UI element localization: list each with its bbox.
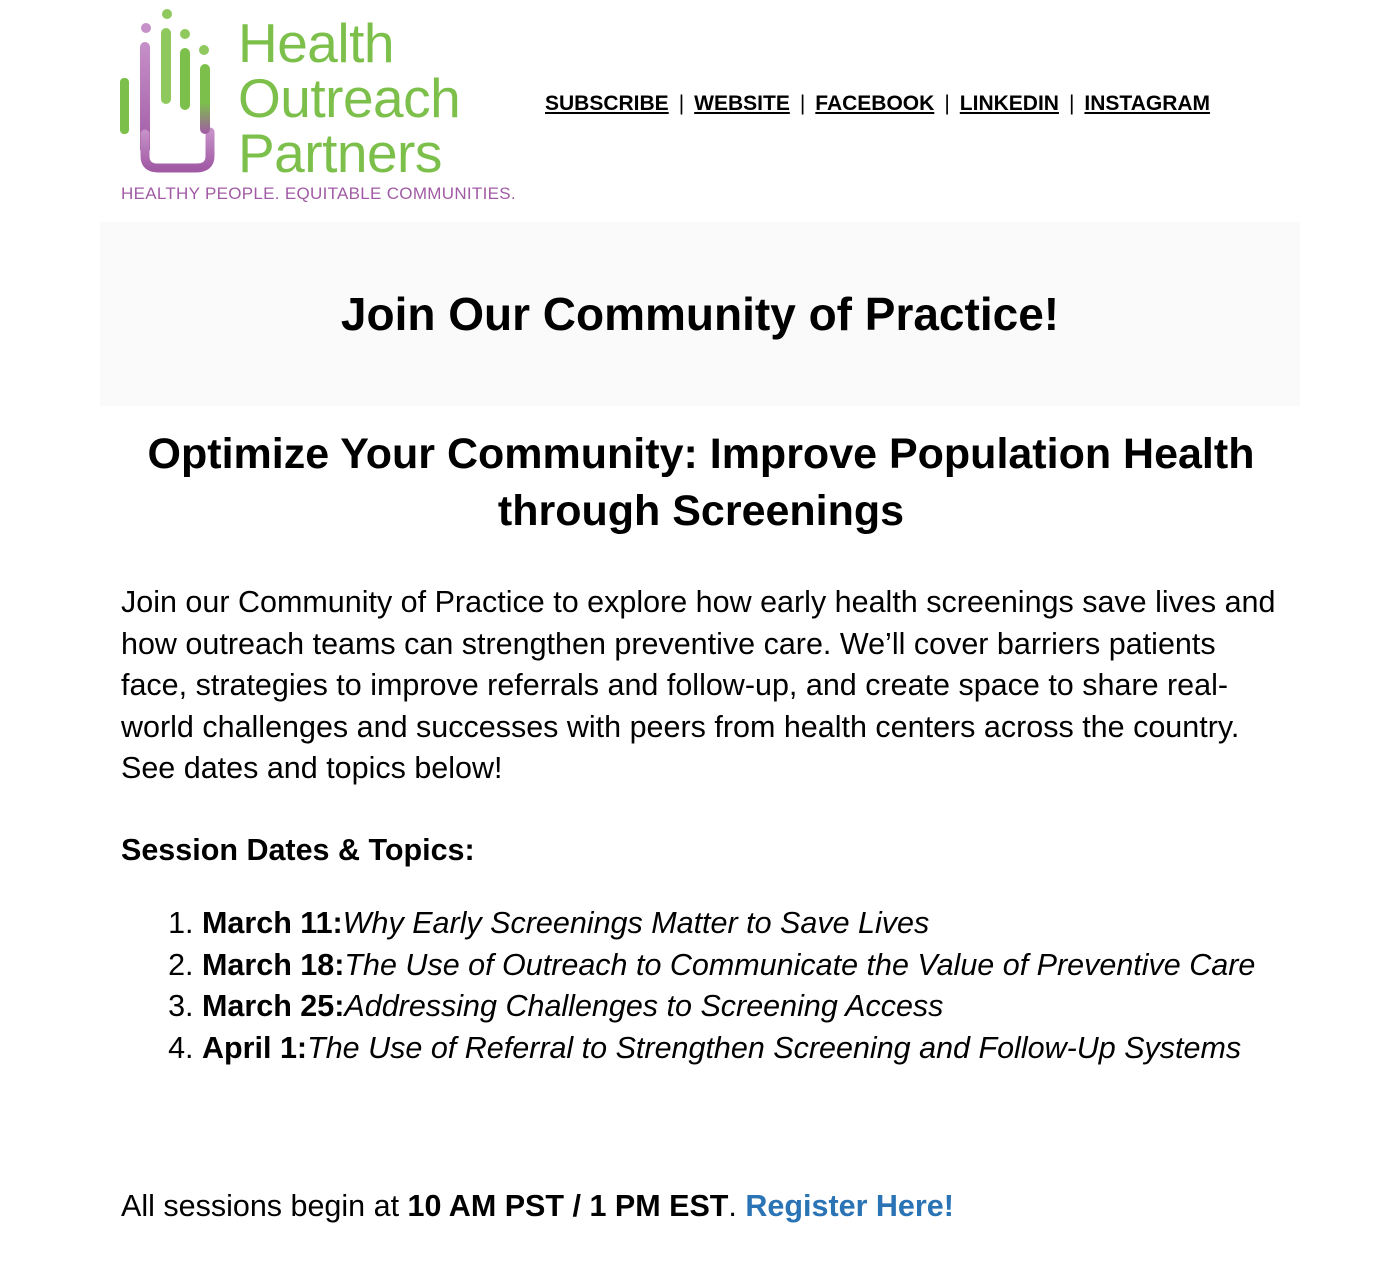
time-period: . bbox=[728, 1189, 737, 1223]
session-date: April 1: bbox=[202, 1030, 308, 1065]
logo-line-health: Health bbox=[238, 12, 394, 74]
linkedin-link[interactable]: LINKEDIN bbox=[959, 92, 1059, 115]
link-separator: | bbox=[799, 92, 806, 115]
link-separator: | bbox=[1068, 92, 1075, 115]
session-topic: Addressing Challenges to Screening Access bbox=[344, 989, 944, 1024]
website-link[interactable]: WEBSITE bbox=[694, 92, 790, 115]
session-topic: The Use of Outreach to Communicate the Value of Preventive Care bbox=[344, 947, 1256, 982]
social-links bbox=[545, 92, 1210, 116]
session-date: March 11: bbox=[202, 906, 343, 940]
session-time-line bbox=[121, 1186, 954, 1226]
time-prefix: All sessions begin at bbox=[121, 1189, 408, 1223]
session-time: 10 AM PST / 1 PM EST bbox=[407, 1189, 729, 1223]
intro-paragraph: Join our Community of Practice to explore how early health screenings save lives and how outreach teams can strengthen preventive care. We’ll cover barriers patients face, strategies to improve referrals and follow-up, and create space to share real-world challenges and successes with peers from health centers across the country. See dates and topics below! bbox=[121, 585, 1276, 786]
email-header bbox=[0, 0, 1378, 220]
session-date: March 18: bbox=[202, 947, 345, 982]
session-topic: The Use of Referral to Strengthen Screening and Follow-Up Systems bbox=[307, 1030, 1242, 1065]
session-topic: Why Early Screenings Matter to Save Lives bbox=[342, 906, 930, 940]
banner-title: Join Our Community of Practice! bbox=[340, 288, 1060, 340]
hand-logo-icon bbox=[118, 6, 218, 176]
sessions-list bbox=[121, 903, 1332, 1069]
session-item bbox=[202, 903, 1332, 945]
session-item bbox=[202, 1028, 1332, 1070]
logo-tagline: HEALTHY PEOPLE. EQUITABLE COMMUNITIES. bbox=[121, 184, 516, 203]
logo-line-outreach: Outreach bbox=[238, 67, 461, 129]
session-date: March 25: bbox=[202, 989, 345, 1024]
facebook-link[interactable]: FACEBOOK bbox=[815, 92, 935, 115]
logo-wordmark bbox=[238, 12, 461, 184]
session-item bbox=[202, 945, 1332, 987]
banner bbox=[100, 222, 1300, 406]
logo-line-partners: Partners bbox=[238, 122, 442, 184]
main-content bbox=[121, 426, 1281, 1223]
health-outreach-partners-logo[interactable] bbox=[118, 6, 516, 208]
register-link[interactable]: Register Here! bbox=[745, 1189, 954, 1223]
session-item bbox=[202, 986, 1332, 1028]
link-separator: | bbox=[678, 92, 685, 115]
instagram-link[interactable]: INSTAGRAM bbox=[1084, 92, 1211, 115]
section-heading: Optimize Your Community: Improve Population Health through Screenings bbox=[147, 430, 1255, 535]
subscribe-link[interactable]: SUBSCRIBE bbox=[545, 92, 669, 115]
sessions-heading: Session Dates & Topics: bbox=[121, 833, 475, 867]
link-separator: | bbox=[944, 92, 950, 115]
